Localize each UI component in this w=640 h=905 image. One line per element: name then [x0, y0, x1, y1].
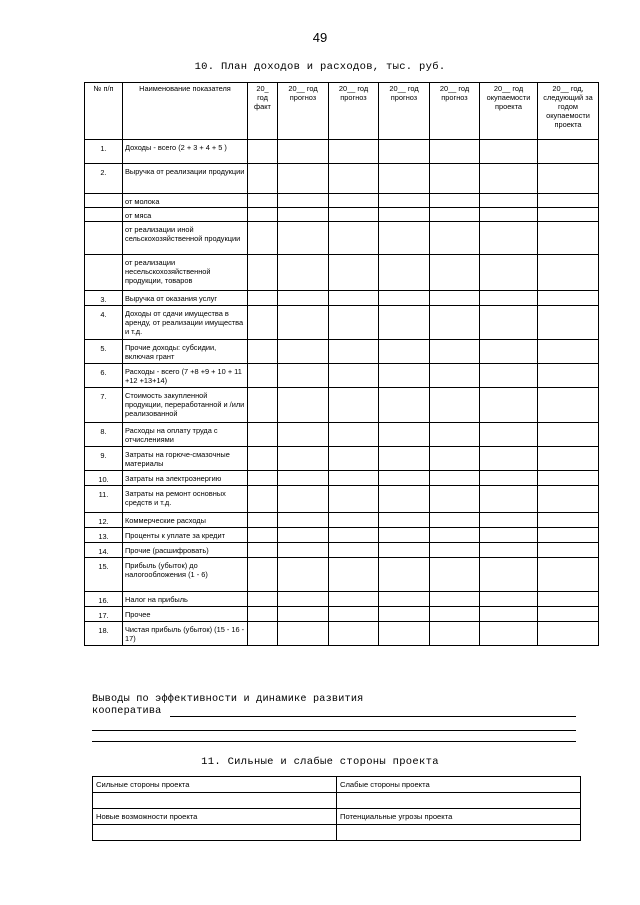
value-cell	[480, 607, 538, 622]
value-cell	[278, 513, 329, 528]
row-number: 14.	[85, 543, 123, 558]
indicator-name: Прибыль (убыток) до налогообложения (1 - 6)	[123, 558, 248, 592]
indicator-name: Проценты к уплате за кредит	[123, 528, 248, 543]
value-cell	[248, 364, 278, 388]
value-cell	[329, 340, 379, 364]
value-cell	[379, 208, 430, 222]
value-cell	[248, 471, 278, 486]
value-cell	[538, 140, 599, 164]
value-cell	[538, 364, 599, 388]
row-number: 5.	[85, 340, 123, 364]
row-number	[85, 222, 123, 255]
income-expense-plan-table	[84, 82, 599, 646]
value-cell	[329, 592, 379, 607]
row-number: 2.	[85, 164, 123, 194]
value-cell	[379, 340, 430, 364]
value-cell	[278, 164, 329, 194]
indicator-name: Затраты на электроэнергию	[123, 471, 248, 486]
value-cell	[278, 471, 329, 486]
indicator-name: Доходы от сдачи имущества в аренду, от реализации имущества и т.д.	[123, 306, 248, 340]
value-cell	[329, 291, 379, 306]
value-cell	[538, 622, 599, 646]
value-cell	[480, 340, 538, 364]
indicator-name: Расходы на оплату труда с отчислениями	[123, 423, 248, 447]
header-cell: 20__ год окупаемости проекта	[480, 83, 538, 140]
value-cell	[430, 558, 480, 592]
value-cell	[278, 607, 329, 622]
value-cell	[538, 423, 599, 447]
value-cell	[430, 364, 480, 388]
value-cell	[538, 208, 599, 222]
header-cell: 20__ год, следующий за годом окупаемости проекта	[538, 83, 599, 140]
value-cell	[480, 164, 538, 194]
value-cell	[379, 164, 430, 194]
value-cell	[430, 607, 480, 622]
value-cell	[278, 592, 329, 607]
value-cell	[538, 340, 599, 364]
value-cell	[538, 558, 599, 592]
value-cell	[329, 208, 379, 222]
indicator-name: Затраты на горюче-смазочные материалы	[123, 447, 248, 471]
table-row	[85, 364, 599, 388]
indicator-name: от реализации иной сельскохозяйственной продукции	[123, 222, 248, 255]
value-cell	[278, 558, 329, 592]
value-cell	[430, 622, 480, 646]
value-cell	[430, 592, 480, 607]
value-cell	[430, 423, 480, 447]
header-cell: 20__ год прогноз	[379, 83, 430, 140]
value-cell	[329, 528, 379, 543]
conclusion-line-2: кооператива	[92, 706, 162, 717]
value-cell	[278, 388, 329, 423]
table-row	[85, 423, 599, 447]
value-cell	[379, 447, 430, 471]
section-11-title: 11. Сильные и слабые стороны проекта	[201, 756, 439, 768]
value-cell	[430, 471, 480, 486]
conclusion-line-1: Выводы по эффективности и динамике развития	[92, 694, 364, 705]
value-cell	[379, 486, 430, 513]
value-cell	[278, 528, 329, 543]
indicator-name: Чистая прибыль (убыток) (15 - 16 - 17)	[123, 622, 248, 646]
conclusion-block	[92, 694, 592, 718]
header-cell: 20__ год прогноз	[329, 83, 379, 140]
table-row	[85, 222, 599, 255]
indicator-name: Расходы - всего (7 +8 +9 + 10 + 11 +12 +13+14)	[123, 364, 248, 388]
value-cell	[430, 194, 480, 208]
row-number	[85, 194, 123, 208]
value-cell	[248, 486, 278, 513]
value-cell	[480, 558, 538, 592]
conclusion-fill-line	[170, 716, 576, 717]
row-number: 11.	[85, 486, 123, 513]
value-cell	[248, 592, 278, 607]
indicator-name: Доходы - всего (2 + 3 + 4 + 5 )	[123, 140, 248, 164]
value-cell	[329, 513, 379, 528]
table-row	[85, 447, 599, 471]
value-cell	[248, 255, 278, 291]
threats-label: Потенциальные угрозы проекта	[337, 809, 581, 825]
value-cell	[329, 306, 379, 340]
value-cell	[480, 447, 538, 471]
value-cell	[278, 364, 329, 388]
indicator-name: Выручка от оказания услуг	[123, 291, 248, 306]
value-cell	[480, 291, 538, 306]
row-number: 1.	[85, 140, 123, 164]
value-cell	[538, 513, 599, 528]
table-row	[85, 513, 599, 528]
table-row	[85, 486, 599, 513]
value-cell	[278, 340, 329, 364]
value-cell	[430, 528, 480, 543]
weaknesses-label: Слабые стороны проекта	[337, 777, 581, 793]
value-cell	[248, 222, 278, 255]
value-cell	[480, 364, 538, 388]
row-number: 9.	[85, 447, 123, 471]
value-cell	[480, 592, 538, 607]
value-cell	[379, 388, 430, 423]
value-cell	[248, 543, 278, 558]
table-row	[85, 622, 599, 646]
value-cell	[538, 528, 599, 543]
value-cell	[538, 255, 599, 291]
value-cell	[480, 194, 538, 208]
value-cell	[379, 513, 430, 528]
threats-cell	[337, 825, 581, 841]
value-cell	[430, 255, 480, 291]
value-cell	[430, 447, 480, 471]
row-number: 3.	[85, 291, 123, 306]
table-row	[85, 164, 599, 194]
value-cell	[538, 543, 599, 558]
indicator-name: Выручка от реализации продукции	[123, 164, 248, 194]
row-number: 16.	[85, 592, 123, 607]
header-cell: 20__ год прогноз	[278, 83, 329, 140]
indicator-name: Затраты на ремонт основных средств и т.д.	[123, 486, 248, 513]
value-cell	[248, 607, 278, 622]
value-cell	[379, 607, 430, 622]
value-cell	[379, 306, 430, 340]
table-row	[85, 340, 599, 364]
value-cell	[379, 255, 430, 291]
value-cell	[329, 164, 379, 194]
value-cell	[248, 164, 278, 194]
value-cell	[480, 388, 538, 423]
value-cell	[329, 471, 379, 486]
value-cell	[329, 607, 379, 622]
table-row	[93, 777, 581, 793]
value-cell	[430, 513, 480, 528]
value-cell	[379, 291, 430, 306]
opportunities-label: Новые возможности проекта	[93, 809, 337, 825]
value-cell	[379, 543, 430, 558]
strengths-label: Сильные стороны проекта	[93, 777, 337, 793]
indicator-name: Стоимость закупленной продукции, переработанной и /или реализованной	[123, 388, 248, 423]
value-cell	[430, 486, 480, 513]
value-cell	[480, 208, 538, 222]
value-cell	[480, 423, 538, 447]
header-cell: 20__ год прогноз	[430, 83, 480, 140]
table-row	[85, 291, 599, 306]
table-row	[93, 793, 581, 809]
row-number	[85, 208, 123, 222]
value-cell	[379, 528, 430, 543]
conclusion-fill-line	[92, 730, 576, 731]
value-cell	[480, 140, 538, 164]
table-row	[85, 194, 599, 208]
value-cell	[278, 194, 329, 208]
strengths-cell	[93, 793, 337, 809]
indicator-name: Коммерческие расходы	[123, 513, 248, 528]
value-cell	[379, 592, 430, 607]
value-cell	[430, 208, 480, 222]
value-cell	[430, 340, 480, 364]
value-cell	[278, 306, 329, 340]
value-cell	[248, 528, 278, 543]
header-cell: Наименование показателя	[123, 83, 248, 140]
indicator-name: Прочие (расшифровать)	[123, 543, 248, 558]
table-row	[85, 607, 599, 622]
value-cell	[538, 291, 599, 306]
value-cell	[248, 306, 278, 340]
value-cell	[538, 164, 599, 194]
value-cell	[329, 622, 379, 646]
table-row	[85, 140, 599, 164]
value-cell	[278, 423, 329, 447]
value-cell	[248, 208, 278, 222]
row-number: 12.	[85, 513, 123, 528]
value-cell	[278, 291, 329, 306]
value-cell	[329, 558, 379, 592]
value-cell	[480, 471, 538, 486]
value-cell	[430, 306, 480, 340]
value-cell	[538, 194, 599, 208]
value-cell	[248, 194, 278, 208]
value-cell	[430, 543, 480, 558]
row-number: 10.	[85, 471, 123, 486]
value-cell	[430, 388, 480, 423]
table-row	[85, 388, 599, 423]
indicator-name: от реализации несельскохозяйственной продукции, товаров	[123, 255, 248, 291]
value-cell	[248, 423, 278, 447]
value-cell	[248, 388, 278, 423]
value-cell	[278, 543, 329, 558]
table-row	[85, 592, 599, 607]
value-cell	[538, 306, 599, 340]
indicator-name: Прочие доходы: субсидии, включая грант	[123, 340, 248, 364]
value-cell	[538, 486, 599, 513]
value-cell	[329, 423, 379, 447]
value-cell	[430, 164, 480, 194]
value-cell	[430, 291, 480, 306]
value-cell	[278, 140, 329, 164]
table-row	[85, 471, 599, 486]
value-cell	[248, 622, 278, 646]
row-number: 7.	[85, 388, 123, 423]
value-cell	[538, 607, 599, 622]
value-cell	[480, 222, 538, 255]
value-cell	[538, 592, 599, 607]
value-cell	[329, 388, 379, 423]
value-cell	[329, 486, 379, 513]
indicator-name: Прочее	[123, 607, 248, 622]
value-cell	[379, 222, 430, 255]
value-cell	[480, 543, 538, 558]
table-row	[85, 306, 599, 340]
value-cell	[379, 140, 430, 164]
value-cell	[248, 340, 278, 364]
row-number: 6.	[85, 364, 123, 388]
value-cell	[379, 423, 430, 447]
table-row	[85, 528, 599, 543]
table-row	[85, 558, 599, 592]
weaknesses-cell	[337, 793, 581, 809]
value-cell	[538, 388, 599, 423]
value-cell	[278, 222, 329, 255]
table-row	[85, 255, 599, 291]
value-cell	[538, 447, 599, 471]
conclusion-fill-line	[92, 741, 576, 742]
value-cell	[379, 471, 430, 486]
value-cell	[480, 486, 538, 513]
section-10-title: 10. План доходов и расходов, тыс. руб.	[194, 61, 446, 73]
indicator-name: Налог на прибыль	[123, 592, 248, 607]
value-cell	[379, 364, 430, 388]
value-cell	[480, 528, 538, 543]
value-cell	[329, 447, 379, 471]
swot-table	[92, 776, 581, 841]
value-cell	[329, 222, 379, 255]
value-cell	[248, 140, 278, 164]
indicator-name: от мяса	[123, 208, 248, 222]
row-number: 13.	[85, 528, 123, 543]
value-cell	[278, 255, 329, 291]
value-cell	[248, 558, 278, 592]
value-cell	[480, 306, 538, 340]
value-cell	[329, 194, 379, 208]
value-cell	[538, 222, 599, 255]
row-number	[85, 255, 123, 291]
value-cell	[379, 558, 430, 592]
value-cell	[480, 622, 538, 646]
value-cell	[278, 447, 329, 471]
value-cell	[329, 140, 379, 164]
table-row	[85, 208, 599, 222]
table-row	[93, 809, 581, 825]
opportunities-cell	[93, 825, 337, 841]
row-number: 8.	[85, 423, 123, 447]
value-cell	[329, 255, 379, 291]
value-cell	[379, 194, 430, 208]
value-cell	[278, 208, 329, 222]
table-header-row	[85, 83, 599, 140]
row-number: 17.	[85, 607, 123, 622]
table-row	[85, 543, 599, 558]
table-row	[93, 825, 581, 841]
value-cell	[329, 543, 379, 558]
indicator-name: от молока	[123, 194, 248, 208]
value-cell	[430, 222, 480, 255]
row-number: 15.	[85, 558, 123, 592]
header-cell: 20_ год факт	[248, 83, 278, 140]
row-number: 18.	[85, 622, 123, 646]
header-cell: № п/п	[85, 83, 123, 140]
value-cell	[248, 447, 278, 471]
page-number: 49	[312, 30, 328, 45]
row-number: 4.	[85, 306, 123, 340]
value-cell	[538, 471, 599, 486]
value-cell	[480, 255, 538, 291]
value-cell	[379, 622, 430, 646]
value-cell	[278, 622, 329, 646]
value-cell	[430, 140, 480, 164]
value-cell	[248, 291, 278, 306]
value-cell	[480, 513, 538, 528]
value-cell	[329, 364, 379, 388]
value-cell	[278, 486, 329, 513]
value-cell	[248, 513, 278, 528]
